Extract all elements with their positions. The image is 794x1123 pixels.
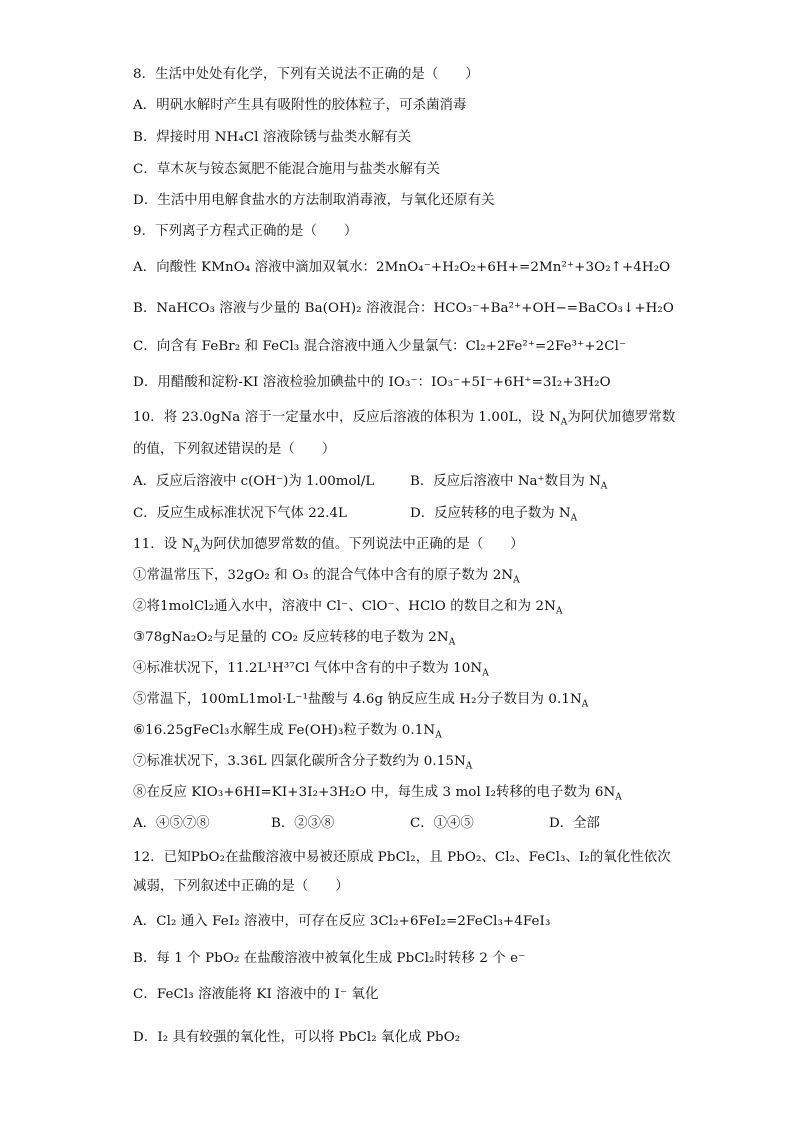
q10-stem-text: 10．将 23.0gNa 溶于一定量水中，反应后溶液的体积为 1.00L，设 N <box>133 410 561 425</box>
q11-statement-2 <box>133 598 563 621</box>
q10-stem-tail: 为阿伏加德罗常数 <box>567 410 676 425</box>
q11-statement-6 <box>133 722 442 745</box>
q10-stem-line1 <box>133 409 675 432</box>
q11-s1-sub: A <box>513 575 520 586</box>
q12-option-c: C．FeCl₃ 溶液能将 KI 溶液中的 I⁻ 氧化 <box>133 987 379 1002</box>
q11-option-a: A．④⑤⑦⑧ <box>133 816 210 831</box>
q9-option-c: C．向含有 FeBr₂ 和 FeCl₃ 混合溶液中通入少量氯气：Cl₂+2Fe²⁺=2Fe³⁺+2Cl⁻ <box>133 339 627 354</box>
q11-s7-text: ⑦标准状况下，3.36L 四氯化碳所含分子数约为 0.15N <box>133 754 466 769</box>
q11-s4-text: ④标准状况下，11.2L¹H³⁷Cl 气体中含有的中子数为 10N <box>133 661 483 676</box>
q8-option-d: D．生活中用电解食盐水的方法制取消毒液，与氧化还原有关 <box>133 193 495 208</box>
q10-stem-sub: A <box>560 417 568 428</box>
q11-option-b: B．②③⑧ <box>271 816 335 831</box>
q11-s3-text: ③78gNa₂O₂与足量的 CO₂ 反应转移的电子数为 2N <box>133 630 449 645</box>
q12-option-a: A．Cl₂ 通入 FeI₂ 溶液中，可存在反应 3Cl₂+6FeI₂=2FeCl₃+4FeI₃ <box>133 914 551 929</box>
q11-statement-1 <box>133 567 520 590</box>
q11-statement-8 <box>133 784 622 807</box>
q11-s8-sub: A <box>615 792 622 803</box>
q10-option-b-text: B．反应后溶液中 Na⁺数目为 N <box>410 474 601 489</box>
q8-option-b: B．焊接时用 NH₄Cl 溶液除锈与盐类水解有关 <box>133 130 412 145</box>
q11-s3-sub: A <box>448 637 456 648</box>
q11-statement-3 <box>133 629 455 652</box>
q11-statement-5 <box>133 691 588 714</box>
q10-option-b-sub: A <box>600 481 608 492</box>
q8-stem: 8．生活中处处有化学，下列有关说法不正确的是（ ） <box>133 67 479 82</box>
q12-stem-line1: 12．已知PbO₂在盐酸溶液中易被还原成 PbCl₂，且 PbO₂、Cl₂、FeCl₃、I₂的氧化性依次 <box>133 850 671 865</box>
q11-s5-text: ⑤常温下，100mL1mol·L⁻¹盐酸与 4.6g 钠反应生成 H₂分子数目为 0.1N <box>133 692 582 707</box>
q10-option-d <box>410 505 577 528</box>
q9-option-a: A．向酸性 KMnO₄ 溶液中滴加双氧水：2MnO₄⁻+H₂O₂+6H+=2Mn²⁺+3O₂↑+4H₂O <box>133 260 671 275</box>
q9-stem: 9．下列离子方程式正确的是（ ） <box>133 224 358 239</box>
q11-stem-sub: A <box>193 544 201 555</box>
q11-statement-4 <box>133 660 489 683</box>
q12-option-b: B．每 1 个 PbO₂ 在盐酸溶液中被氧化生成 PbCl₂时转移 2 个 e⁻ <box>133 951 526 966</box>
q11-stem <box>133 536 524 559</box>
q11-s8-text: ⑧在反应 KIO₃+6HI=KI+3I₂+3H₂O 中，每生成 3 mol I₂转移的电子数为 6N <box>133 785 616 800</box>
q11-stem-text: 11．设 N <box>133 537 194 552</box>
q11-option-d: D．全部 <box>549 816 600 831</box>
q11-stem-tail: 为阿伏加德罗常数的值。下列说法中正确的是（ ） <box>200 537 524 552</box>
q10-option-b <box>410 473 607 496</box>
q10-stem-line2: 的值，下列叙述错误的是（ ） <box>133 442 336 457</box>
q10-option-d-sub: A <box>570 513 578 524</box>
q11-s7-sub: A <box>465 761 473 772</box>
q11-option-c: C．①④⑤ <box>410 816 474 831</box>
q8-option-c: C．草木灰与铵态氮肥不能混合施用与盐类水解有关 <box>133 162 441 177</box>
q11-statement-7 <box>133 753 472 776</box>
q12-option-d: D．I₂ 具有较强的氧化性，可以将 PbCl₂ 氧化成 PbO₂ <box>133 1030 461 1045</box>
q11-s4-sub: A <box>482 668 489 679</box>
q11-s5-sub: A <box>581 699 589 710</box>
q9-option-d: D．用醋酸和淀粉-KI 溶液检验加碘盐中的 IO₃⁻：IO₃⁻+5I⁻+6H⁺=3I₂+3H₂O <box>133 375 611 390</box>
q10-option-d-text: D．反应转移的电子数为 N <box>410 506 571 521</box>
q11-s2-text: ②将1molCl₂通入水中，溶液中 Cl⁻、ClO⁻、HClO 的数目之和为 2N <box>133 599 556 614</box>
q11-s6-sub: A <box>435 730 442 741</box>
q10-option-a: A．反应后溶液中 c(OH⁻)为 1.00mol/L <box>133 474 375 489</box>
q9-option-b: B．NaHCO₃ 溶液与少量的 Ba(OH)₂ 溶液混合：HCO₃⁻+Ba²⁺+OH−=BaCO₃↓+H₂O <box>133 301 674 316</box>
q11-s1-text: ①常温常压下，32gO₂ 和 O₃ 的混合气体中含有的原子数为 2N <box>133 568 514 583</box>
q11-s2-sub: A <box>555 606 563 617</box>
q12-stem-line2: 减弱，下列叙述中正确的是（ ） <box>133 879 349 894</box>
q8-option-a: A．明矾水解时产生具有吸附性的胶体粒子，可杀菌消毒 <box>133 98 467 113</box>
q11-s6-text: ⑥16.25gFeCl₃水解生成 Fe(OH)₃粒子数为 0.1N <box>133 723 436 738</box>
q10-option-c: C．反应生成标准状况下气体 22.4L <box>133 506 347 521</box>
